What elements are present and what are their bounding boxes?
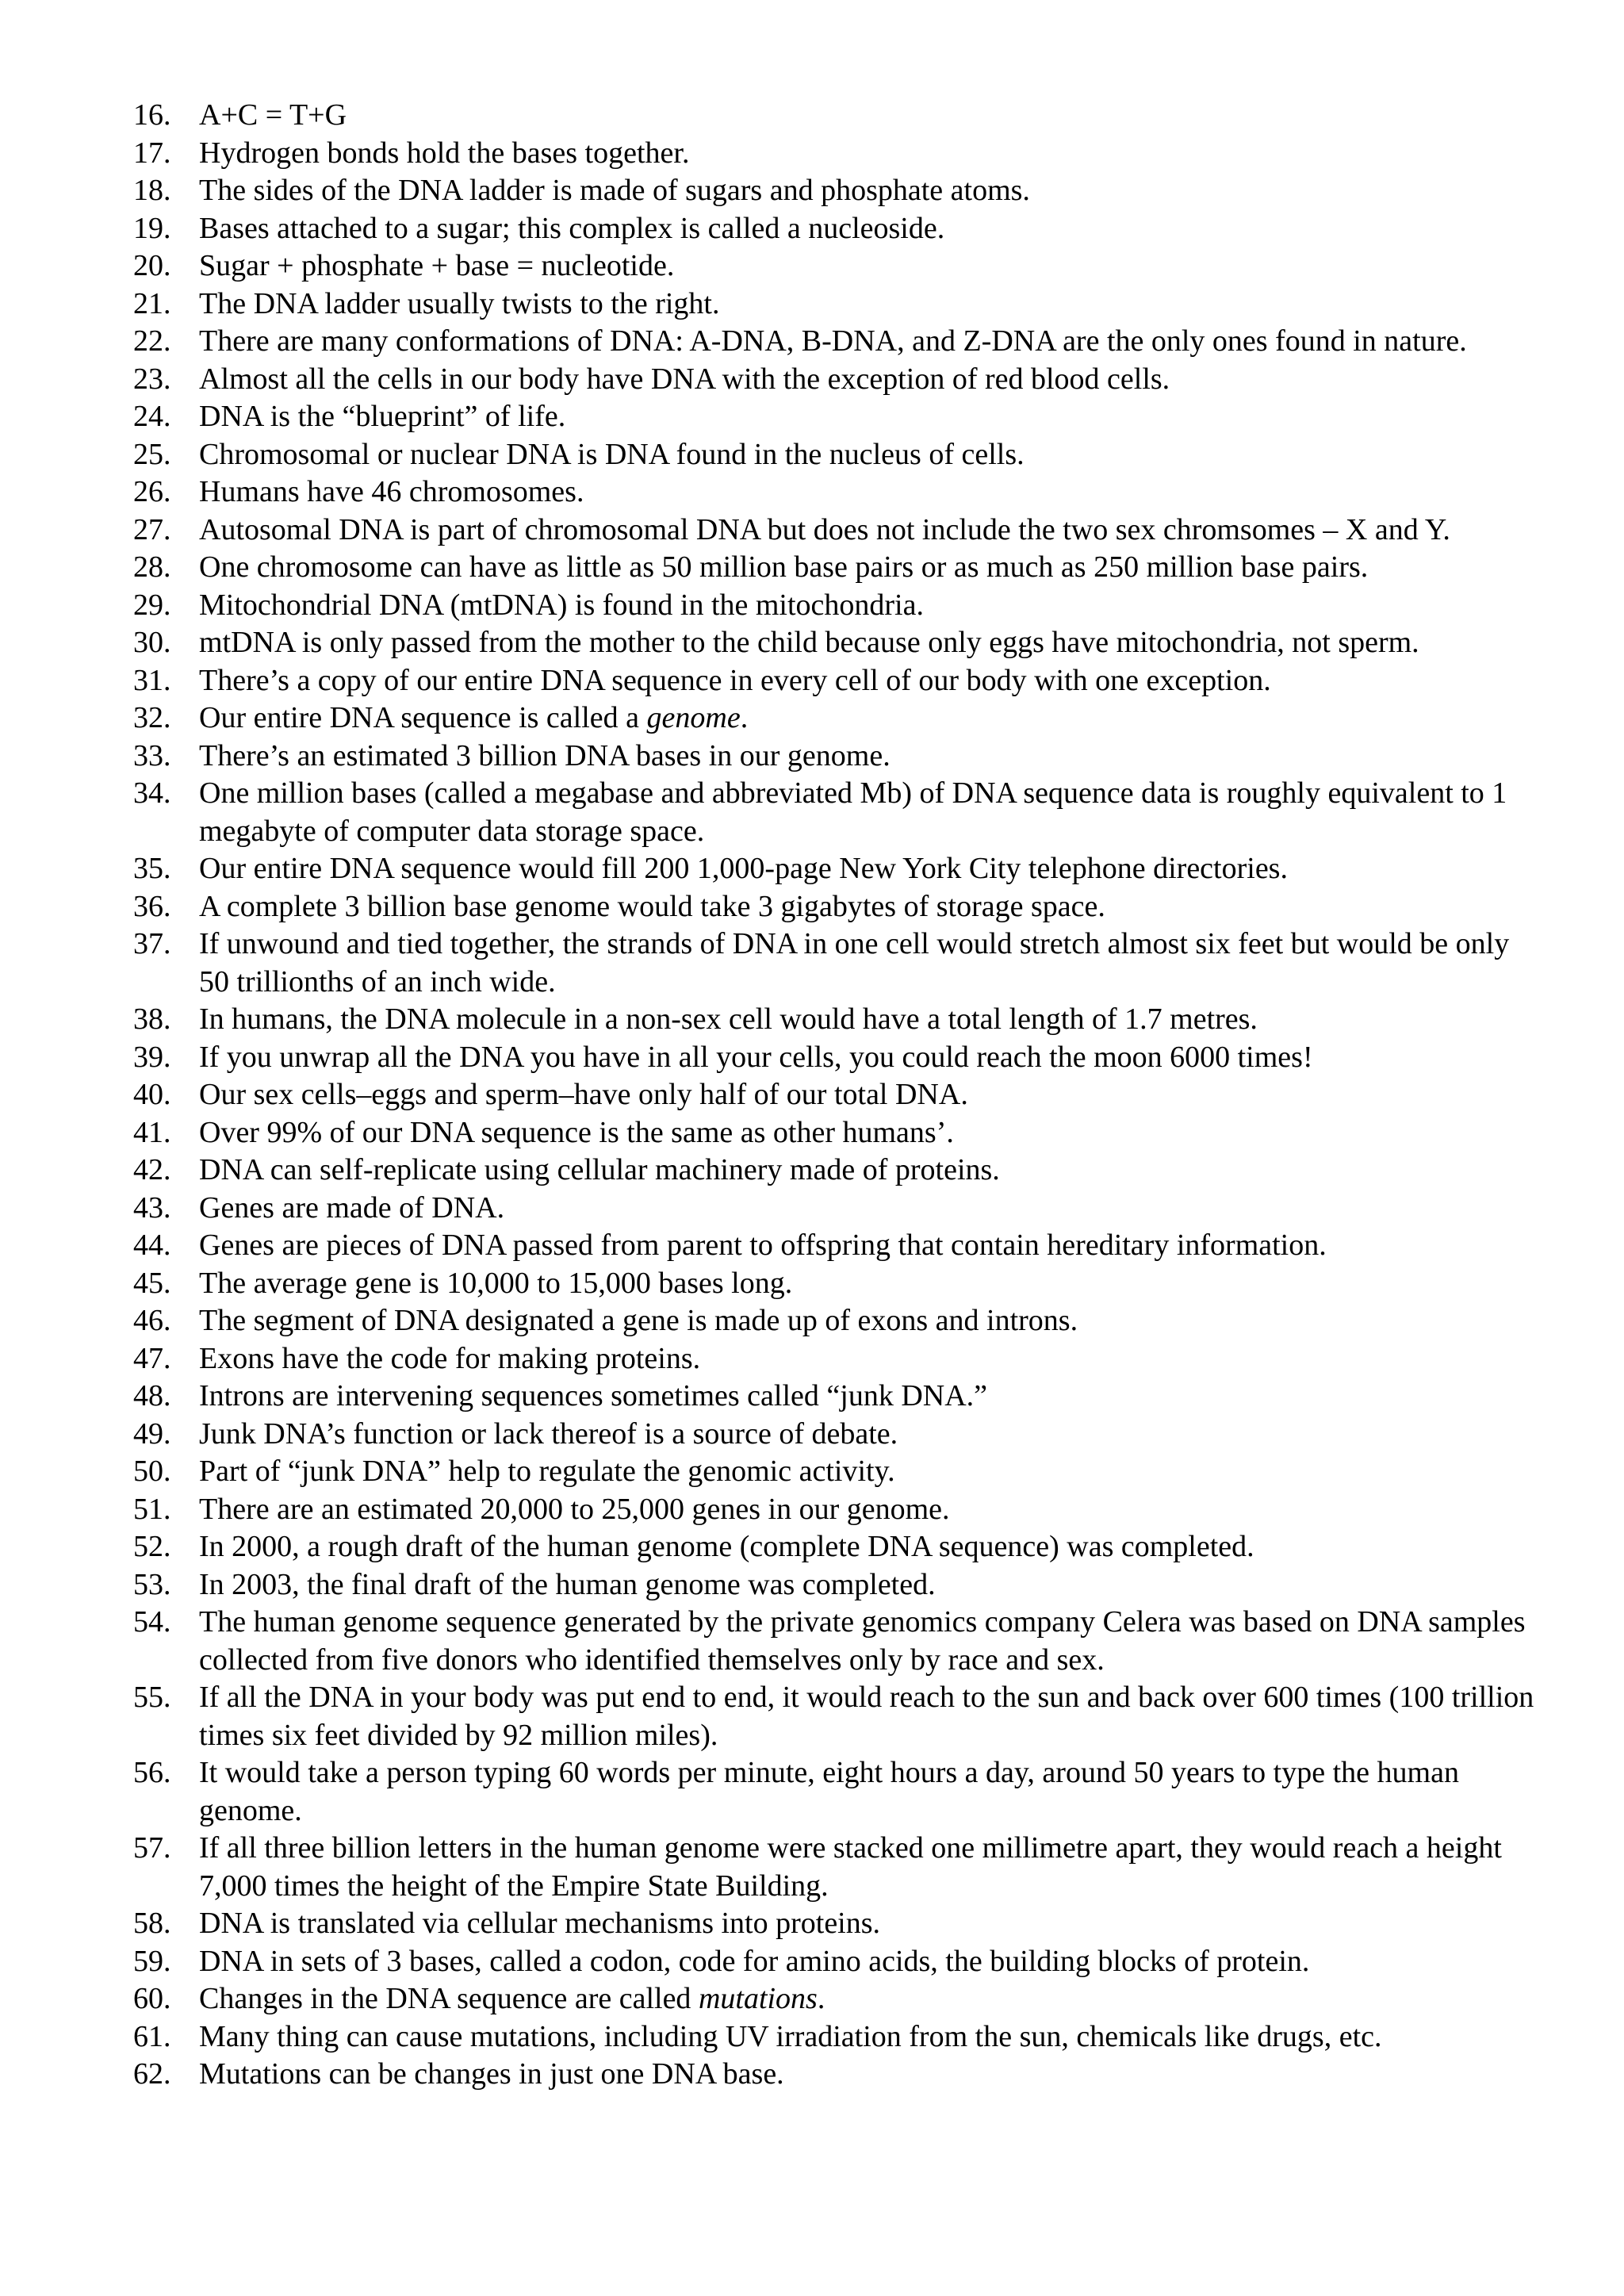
list-item — [0, 1980, 1535, 2018]
list-item-number: 40. — [133, 1078, 171, 1111]
list-item — [0, 2056, 1535, 2094]
list-item-number: 32. — [133, 701, 171, 734]
list-item-number: 19. — [133, 211, 171, 245]
list-item-text: If you unwrap all the DNA you have in all your cells, you could reach the moon 6000 times! — [199, 1040, 1313, 1074]
list-item — [0, 738, 1535, 776]
list-item-text: Almost all the cells in our body have DNA with the exception of red blood cells. — [199, 362, 1170, 396]
list-item-number: 18. — [133, 174, 171, 207]
list-item — [0, 1905, 1535, 1943]
list-item — [0, 1340, 1535, 1378]
list-item-text: mtDNA is only passed from the mother to the child because only eggs have mitochondria, not sperm. — [199, 626, 1419, 659]
list-item-text: Chromosomal or nuclear DNA is DNA found in the nucleus of cells. — [199, 437, 1025, 471]
list-item-text: DNA is translated via cellular mechanisms into proteins. — [199, 1907, 881, 1940]
list-item — [0, 210, 1535, 248]
list-item-number: 50. — [133, 1455, 171, 1488]
list-item — [0, 1754, 1535, 1830]
list-item-number: 41. — [133, 1115, 171, 1149]
list-item-text: In 2000, a rough draft of the human genome (complete DNA sequence) was completed. — [199, 1530, 1254, 1563]
list-item-number: 28. — [133, 550, 171, 584]
list-item-text-tail: . — [740, 701, 749, 734]
list-item-text: Humans have 46 chromosomes. — [199, 475, 584, 508]
list-item — [0, 850, 1535, 888]
list-item-number: 27. — [133, 512, 171, 546]
list-item-number: 25. — [133, 437, 171, 471]
list-item — [0, 549, 1535, 587]
list-item-text: Our entire DNA sequence would fill 200 1,000-page New York City telephone directories. — [199, 852, 1288, 885]
list-item-number: 39. — [133, 1040, 171, 1074]
list-item-number: 16. — [133, 98, 171, 132]
list-item-text: In humans, the DNA molecule in a non-sex cell would have a total length of 1.7 metres. — [199, 1002, 1258, 1036]
list-item-number: 49. — [133, 1416, 171, 1451]
list-item-number: 24. — [133, 400, 171, 433]
list-item-number: 62. — [133, 2057, 171, 2091]
list-item — [0, 1416, 1535, 1454]
list-item-number: 31. — [133, 663, 171, 697]
list-item-number: 22. — [133, 324, 171, 358]
list-item — [0, 587, 1535, 625]
list-item-text: If all three billion letters in the human genome were stacked one millimetre apart, they would reach a height 7,000 times the height of the Empire State Building. — [199, 1831, 1502, 1903]
list-item-number: 47. — [133, 1341, 171, 1375]
list-item-number: 56. — [133, 1756, 171, 1789]
list-item-text: There’s an estimated 3 billion DNA bases in our genome. — [199, 738, 891, 772]
list-item-number: 36. — [133, 889, 171, 923]
list-item-text: Exons have the code for making proteins. — [199, 1341, 701, 1375]
list-item — [0, 1604, 1535, 1679]
list-item-number: 29. — [133, 588, 171, 622]
list-item-number: 45. — [133, 1266, 171, 1300]
list-item-text: A complete 3 billion base genome would take 3 gigabytes of storage space. — [199, 889, 1105, 923]
list-item — [0, 172, 1535, 210]
list-item-number: 54. — [133, 1605, 171, 1639]
list-item-text: One million bases (called a megabase and abbreviated Mb) of DNA sequence data is roughly equivalent to 1 megabyte of computer data storage space. — [199, 776, 1507, 848]
list-item-text: If all the DNA in your body was put end to end, it would reach to the sun and back over 600 times (100 trillion times six feet divided by 92 million miles). — [199, 1681, 1534, 1752]
list-item — [0, 473, 1535, 512]
list-item-text: Mutations can be changes in just one DNA base. — [199, 2057, 784, 2091]
list-item-text: Junk DNA’s function or lack thereof is a source of debate. — [199, 1416, 898, 1451]
list-item-number: 51. — [133, 1492, 171, 1526]
list-item-text: A+C = T+G — [199, 98, 347, 132]
list-item — [0, 1152, 1535, 1190]
list-item-text: Our sex cells–eggs and sperm–have only half of our total DNA. — [199, 1078, 968, 1111]
list-item-text: The average gene is 10,000 to 15,000 bases long. — [199, 1266, 793, 1300]
list-item — [0, 1114, 1535, 1152]
list-item — [0, 662, 1535, 700]
list-item — [0, 512, 1535, 550]
list-item — [0, 1679, 1535, 1754]
list-item-number: 46. — [133, 1304, 171, 1337]
list-item-text-tail: . — [817, 1982, 825, 2015]
list-item-number: 30. — [133, 626, 171, 659]
list-item — [0, 624, 1535, 662]
list-item-text: Changes in the DNA sequence are called — [199, 1982, 699, 2015]
list-item — [0, 1302, 1535, 1340]
list-item-number: 33. — [133, 738, 171, 772]
list-item — [0, 1566, 1535, 1604]
list-item-text: Many thing can cause mutations, including UV irradiation from the sun, chemicals like drugs, etc. — [199, 2019, 1382, 2053]
list-item-text: There are an estimated 20,000 to 25,000 genes in our genome. — [199, 1492, 950, 1526]
list-item-text: Bases attached to a sugar; this complex is called a nucleoside. — [199, 211, 945, 245]
list-item-number: 60. — [133, 1982, 171, 2015]
list-item — [0, 1227, 1535, 1265]
list-item — [0, 97, 1535, 135]
list-item-text: Genes are pieces of DNA passed from parent to offspring that contain hereditary information. — [199, 1228, 1327, 1262]
list-item-number: 43. — [133, 1190, 171, 1225]
list-item — [0, 1039, 1535, 1077]
list-item-text: Mitochondrial DNA (mtDNA) is found in the mitochondria. — [199, 588, 924, 622]
list-item-text: There’s a copy of our entire DNA sequence in every cell of our body with one exception. — [199, 663, 1271, 697]
list-item-number: 38. — [133, 1002, 171, 1036]
list-item-text: There are many conformations of DNA: A-DNA, B-DNA, and Z-DNA are the only ones found in nature. — [199, 324, 1467, 358]
list-item — [0, 1001, 1535, 1039]
list-item-number: 42. — [133, 1153, 171, 1186]
list-item-number: 37. — [133, 927, 171, 960]
list-item-text: One chromosome can have as little as 50 million base pairs or as much as 250 million base pairs. — [199, 550, 1369, 584]
list-item-emphasis: genome — [646, 701, 741, 734]
list-item — [0, 775, 1535, 850]
list-item-text: Hydrogen bonds hold the bases together. — [199, 136, 690, 170]
list-item-number: 26. — [133, 475, 171, 508]
list-item-text: Our entire DNA sequence is called a — [199, 701, 647, 734]
list-item-number: 58. — [133, 1907, 171, 1940]
list-item — [0, 286, 1535, 324]
list-item-number: 20. — [133, 249, 171, 282]
list-item-text: The segment of DNA designated a gene is made up of exons and introns. — [199, 1304, 1078, 1337]
list-item-number: 34. — [133, 776, 171, 810]
list-item-text: DNA in sets of 3 bases, called a codon, code for amino acids, the building blocks of protein. — [199, 1944, 1310, 1978]
list-item — [0, 1830, 1535, 1905]
list-item-text: The human genome sequence generated by the private genomics company Celera was based on DNA samples collected from five donors who identified themselves only by race and sex. — [199, 1605, 1526, 1677]
list-item-text: If unwound and tied together, the strands of DNA in one cell would stretch almost six feet but would be only 50 trillionths of an inch wide. — [199, 927, 1510, 999]
list-item — [0, 926, 1535, 1001]
list-item-text: Over 99% of our DNA sequence is the same as other humans’. — [199, 1115, 954, 1149]
list-item-number: 57. — [133, 1831, 171, 1865]
list-item — [0, 1190, 1535, 1228]
list-item — [0, 323, 1535, 361]
list-item — [0, 135, 1535, 173]
list-item — [0, 1528, 1535, 1566]
list-item-text: It would take a person typing 60 words per minute, eight hours a day, around 50 years to type the human genome. — [199, 1756, 1459, 1827]
list-item-text: Sugar + phosphate + base = nucleotide. — [199, 249, 675, 282]
list-item — [0, 700, 1535, 738]
list-item — [0, 2018, 1535, 2056]
list-item — [0, 247, 1535, 286]
list-item — [0, 361, 1535, 399]
list-item-text: Genes are made of DNA. — [199, 1190, 505, 1225]
fact-list — [0, 97, 1624, 2094]
list-item-text: The DNA ladder usually twists to the right. — [199, 286, 720, 320]
list-item-text: Part of “junk DNA” help to regulate the genomic activity. — [199, 1455, 895, 1488]
list-item-text: Autosomal DNA is part of chromosomal DNA but does not include the two sex chromsomes – X and Y. — [199, 512, 1450, 546]
list-item-number: 35. — [133, 852, 171, 885]
list-item-number: 48. — [133, 1379, 171, 1412]
list-item — [0, 1076, 1535, 1114]
list-item — [0, 398, 1535, 436]
list-item-number: 52. — [133, 1530, 171, 1563]
list-item — [0, 888, 1535, 926]
list-item — [0, 1943, 1535, 1981]
list-item-text: DNA can self-replicate using cellular machinery made of proteins. — [199, 1153, 1000, 1186]
list-item-text: Introns are intervening sequences sometimes called “junk DNA.” — [199, 1379, 988, 1412]
list-item-emphasis: mutations — [698, 1982, 818, 2015]
list-item-text: In 2003, the final draft of the human genome was completed. — [199, 1567, 936, 1601]
list-item — [0, 1491, 1535, 1529]
list-item — [0, 436, 1535, 474]
list-item — [0, 1453, 1535, 1491]
list-item-number: 23. — [133, 362, 171, 396]
list-item-number: 21. — [133, 286, 171, 320]
list-item-number: 55. — [133, 1681, 171, 1714]
list-item — [0, 1378, 1535, 1416]
list-item-number: 17. — [133, 136, 171, 170]
list-item-text: The sides of the DNA ladder is made of sugars and phosphate atoms. — [199, 174, 1030, 207]
list-item-number: 59. — [133, 1944, 171, 1978]
list-item — [0, 1265, 1535, 1303]
list-item-number: 44. — [133, 1228, 171, 1262]
list-item-number: 61. — [133, 2019, 171, 2053]
list-item-text: DNA is the “blueprint” of life. — [199, 400, 566, 433]
list-item-number: 53. — [133, 1567, 171, 1601]
